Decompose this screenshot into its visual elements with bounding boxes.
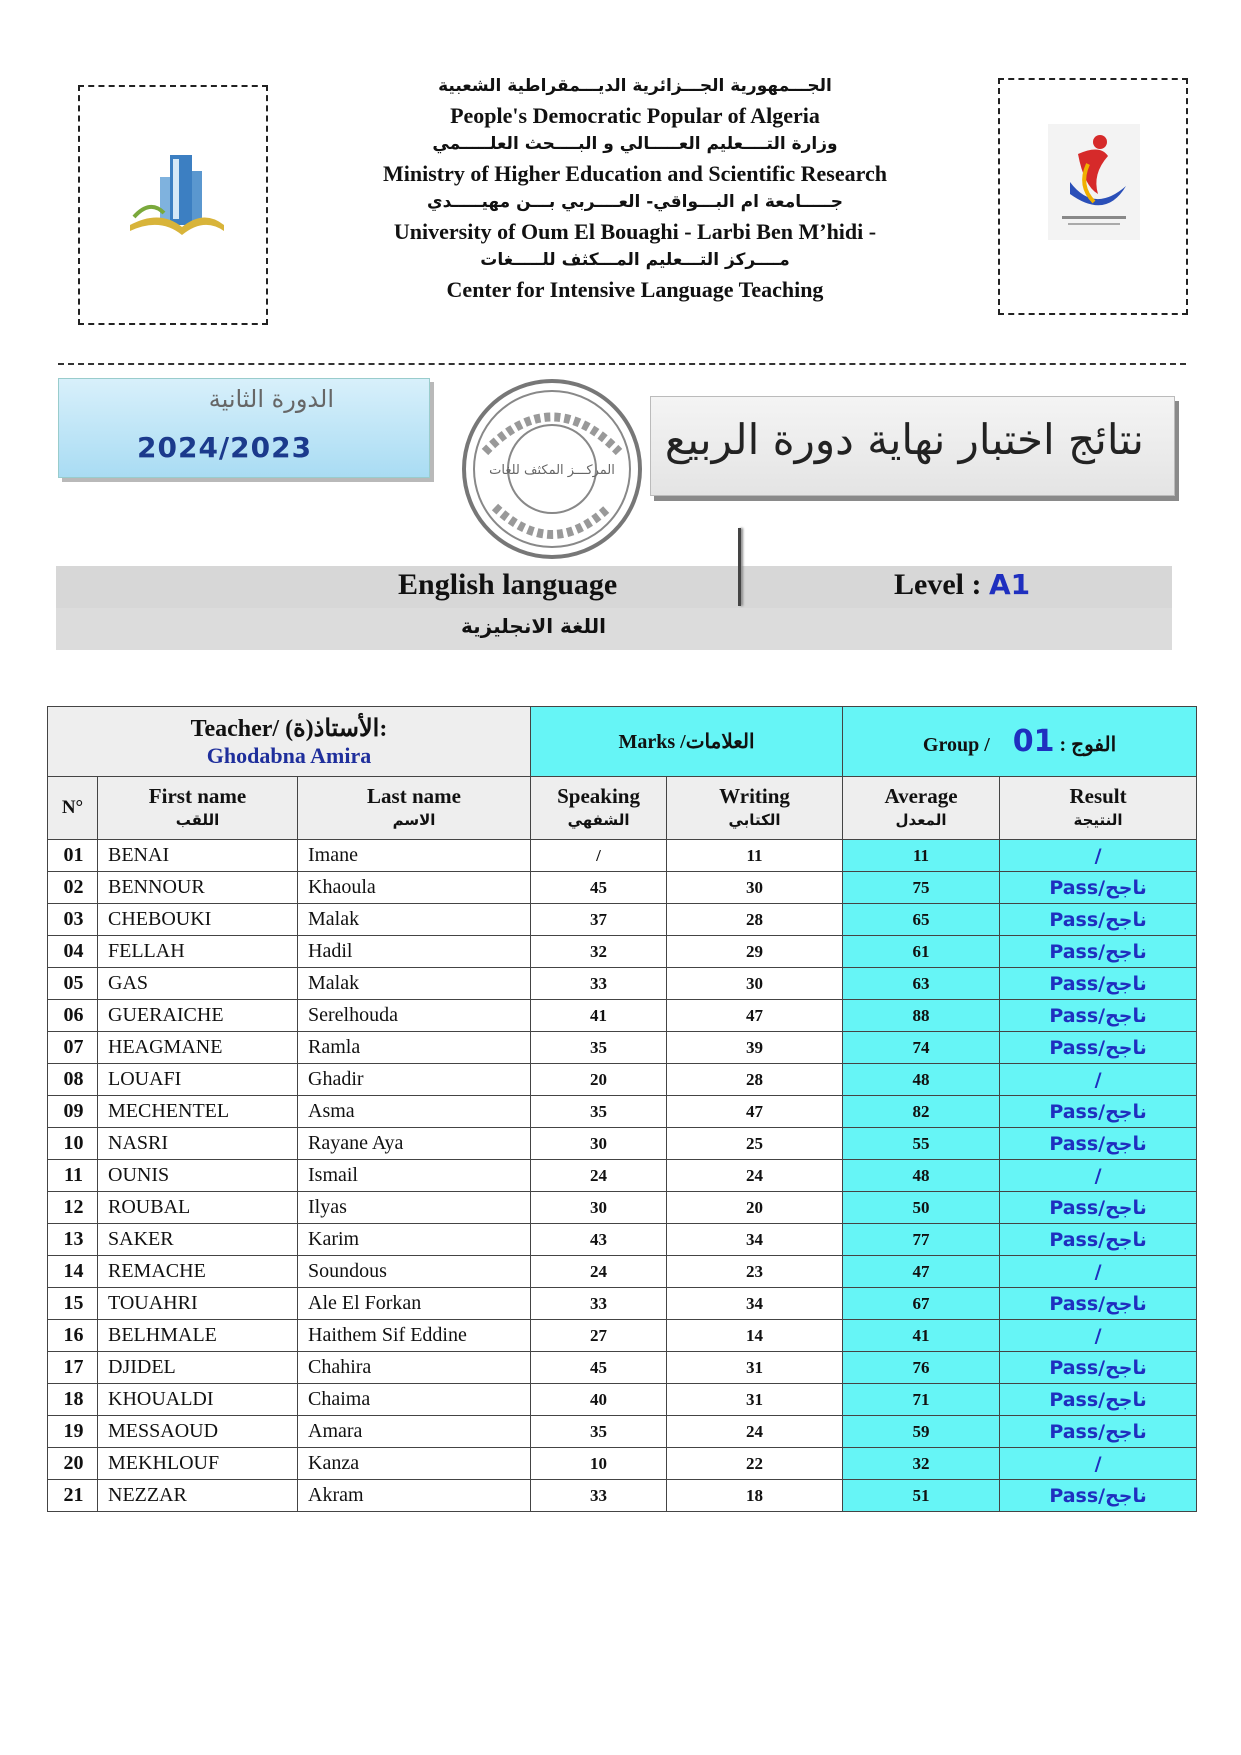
row-last-name: Soundous bbox=[298, 1256, 531, 1288]
header-en-university: University of Oum El Bouaghi - Larbi Ben M’hidi - bbox=[393, 219, 877, 244]
row-result: Pass/ناجح bbox=[1000, 1000, 1197, 1032]
col-speaking-header bbox=[531, 777, 667, 840]
row-speaking: 10 bbox=[531, 1448, 667, 1480]
row-last-name: Rayane Aya bbox=[298, 1128, 531, 1160]
stamp-text: المركـــز المكثف للغات bbox=[489, 463, 615, 478]
session-box bbox=[58, 378, 430, 478]
row-result: / bbox=[1000, 1256, 1197, 1288]
row-speaking: 24 bbox=[531, 1160, 667, 1192]
row-last-name: Karim bbox=[298, 1224, 531, 1256]
col-speaking-ar: الشفهي bbox=[567, 811, 630, 829]
row-speaking: 45 bbox=[531, 1352, 667, 1384]
row-result: Pass/ناجح bbox=[1000, 936, 1197, 968]
table-row bbox=[48, 1096, 1197, 1128]
row-average: 50 bbox=[843, 1192, 1000, 1224]
table-row bbox=[48, 1288, 1197, 1320]
row-average: 51 bbox=[843, 1480, 1000, 1512]
row-result: Pass/ناجح bbox=[1000, 1480, 1197, 1512]
row-first-name: MESSAOUD bbox=[98, 1416, 298, 1448]
level-value: A1 bbox=[988, 568, 1031, 601]
table-row bbox=[48, 1192, 1197, 1224]
row-speaking: 27 bbox=[531, 1320, 667, 1352]
row-last-name: Haithem Sif Eddine bbox=[298, 1320, 531, 1352]
table-row bbox=[48, 1416, 1197, 1448]
header-ar-ministry: وزارة التــــعليم العـــــالي و البــــحث العلـــــمي bbox=[432, 134, 838, 154]
row-average: 74 bbox=[843, 1032, 1000, 1064]
row-writing: 29 bbox=[667, 936, 843, 968]
table-row bbox=[48, 1160, 1197, 1192]
row-writing: 47 bbox=[667, 1000, 843, 1032]
row-first-name: MEKHLOUF bbox=[98, 1448, 298, 1480]
row-writing: 30 bbox=[667, 872, 843, 904]
row-average: 48 bbox=[843, 1160, 1000, 1192]
col-last-name-ar: الاسم bbox=[392, 811, 436, 829]
row-writing: 23 bbox=[667, 1256, 843, 1288]
row-speaking: 33 bbox=[531, 1288, 667, 1320]
row-writing: 14 bbox=[667, 1320, 843, 1352]
row-last-name: Amara bbox=[298, 1416, 531, 1448]
row-speaking: / bbox=[531, 840, 667, 872]
row-speaking: 37 bbox=[531, 904, 667, 936]
row-number: 05 bbox=[48, 968, 98, 1000]
session-title: الدورة الثانية bbox=[208, 385, 334, 413]
row-number: 01 bbox=[48, 840, 98, 872]
row-first-name: NASRI bbox=[98, 1128, 298, 1160]
row-writing: 28 bbox=[667, 904, 843, 936]
row-first-name: FELLAH bbox=[98, 936, 298, 968]
teacher-label: Teacher/ (الأستاذ(ة: bbox=[190, 716, 388, 742]
header-en-republic: People's Democratic Popular of Algeria bbox=[450, 103, 820, 128]
row-first-name: BENAI bbox=[98, 840, 298, 872]
row-last-name: Hadil bbox=[298, 936, 531, 968]
row-average: 67 bbox=[843, 1288, 1000, 1320]
row-average: 59 bbox=[843, 1416, 1000, 1448]
row-number: 12 bbox=[48, 1192, 98, 1224]
row-average: 82 bbox=[843, 1096, 1000, 1128]
row-average: 41 bbox=[843, 1320, 1000, 1352]
row-result: / bbox=[1000, 1448, 1197, 1480]
row-number: 11 bbox=[48, 1160, 98, 1192]
row-speaking: 43 bbox=[531, 1224, 667, 1256]
row-number: 03 bbox=[48, 904, 98, 936]
row-writing: 31 bbox=[667, 1384, 843, 1416]
col-writing-en: Writing bbox=[719, 784, 790, 808]
teacher-cell bbox=[48, 707, 531, 777]
row-average: 55 bbox=[843, 1128, 1000, 1160]
header-separator bbox=[58, 363, 1186, 365]
row-last-name: Akram bbox=[298, 1480, 531, 1512]
col-writing-header bbox=[667, 777, 843, 840]
col-speaking-en: Speaking bbox=[557, 784, 640, 808]
marks-header bbox=[531, 707, 843, 777]
row-last-name: Malak bbox=[298, 904, 531, 936]
row-last-name: Chahira bbox=[298, 1352, 531, 1384]
row-average: 75 bbox=[843, 872, 1000, 904]
row-average: 65 bbox=[843, 904, 1000, 936]
row-last-name: Malak bbox=[298, 968, 531, 1000]
row-result: Pass/ناجح bbox=[1000, 1416, 1197, 1448]
row-result: Pass/ناجح bbox=[1000, 1096, 1197, 1128]
row-result: Pass/ناجح bbox=[1000, 1384, 1197, 1416]
table-row bbox=[48, 1480, 1197, 1512]
language-name-ar: اللغة الانجليزية bbox=[461, 614, 606, 638]
marks-label: Marks /العلامات bbox=[618, 731, 755, 753]
row-first-name: SAKER bbox=[98, 1224, 298, 1256]
row-average: 61 bbox=[843, 936, 1000, 968]
row-speaking: 41 bbox=[531, 1000, 667, 1032]
col-result-ar: النتيجة bbox=[1073, 811, 1123, 829]
row-average: 88 bbox=[843, 1000, 1000, 1032]
center-logo-icon bbox=[1048, 124, 1140, 240]
table-row bbox=[48, 1352, 1197, 1384]
table-row bbox=[48, 1224, 1197, 1256]
col-result-en: Result bbox=[1069, 784, 1127, 808]
row-first-name: GAS bbox=[98, 968, 298, 1000]
table-row bbox=[48, 872, 1197, 904]
language-name-en: English language bbox=[398, 568, 618, 601]
row-result: Pass/ناجح bbox=[1000, 872, 1197, 904]
level-label-group bbox=[894, 568, 1030, 602]
row-last-name: Serelhouda bbox=[298, 1000, 531, 1032]
language-divider bbox=[738, 528, 741, 606]
col-number-header: N° bbox=[48, 777, 98, 840]
col-first-name-en: First name bbox=[148, 784, 247, 808]
row-result: / bbox=[1000, 840, 1197, 872]
row-writing: 28 bbox=[667, 1064, 843, 1096]
row-last-name: Kanza bbox=[298, 1448, 531, 1480]
table-row bbox=[48, 840, 1197, 872]
table-top-header bbox=[48, 707, 1197, 777]
row-speaking: 45 bbox=[531, 872, 667, 904]
row-first-name: BENNOUR bbox=[98, 872, 298, 904]
row-first-name: MECHENTEL bbox=[98, 1096, 298, 1128]
col-average-en: Average bbox=[884, 784, 958, 808]
row-result: / bbox=[1000, 1320, 1197, 1352]
row-first-name: REMACHE bbox=[98, 1256, 298, 1288]
row-last-name: Imane bbox=[298, 840, 531, 872]
table-row bbox=[48, 1256, 1197, 1288]
table-row bbox=[48, 1000, 1197, 1032]
row-writing: 22 bbox=[667, 1448, 843, 1480]
header-ar-republic: الجـــمهورية الجـــزائرية الديـــمقراطية الشعبية bbox=[438, 76, 832, 96]
row-last-name: Ismail bbox=[298, 1160, 531, 1192]
col-last-name-en: Last name bbox=[367, 784, 461, 808]
row-average: 11 bbox=[843, 840, 1000, 872]
row-result: / bbox=[1000, 1160, 1197, 1192]
row-last-name: Ilyas bbox=[298, 1192, 531, 1224]
table-row bbox=[48, 1128, 1197, 1160]
row-number: 21 bbox=[48, 1480, 98, 1512]
row-writing: 11 bbox=[667, 840, 843, 872]
col-writing-ar: الكتابي bbox=[728, 811, 781, 829]
table-row bbox=[48, 936, 1197, 968]
row-number: 10 bbox=[48, 1128, 98, 1160]
row-number: 04 bbox=[48, 936, 98, 968]
row-writing: 39 bbox=[667, 1032, 843, 1064]
results-body bbox=[48, 840, 1197, 1512]
row-writing: 24 bbox=[667, 1416, 843, 1448]
row-last-name: Ramla bbox=[298, 1032, 531, 1064]
row-number: 08 bbox=[48, 1064, 98, 1096]
row-speaking: 35 bbox=[531, 1416, 667, 1448]
row-result: Pass/ناجح bbox=[1000, 1352, 1197, 1384]
row-first-name: KHOUALDI bbox=[98, 1384, 298, 1416]
session-years: 2024/2023 bbox=[137, 431, 313, 464]
row-speaking: 33 bbox=[531, 1480, 667, 1512]
header-en-ministry: Ministry of Higher Education and Scientific Research bbox=[383, 161, 887, 186]
column-header-row bbox=[48, 777, 1197, 840]
table-row bbox=[48, 904, 1197, 936]
row-first-name: GUERAICHE bbox=[98, 1000, 298, 1032]
row-speaking: 24 bbox=[531, 1256, 667, 1288]
row-number: 19 bbox=[48, 1416, 98, 1448]
row-speaking: 35 bbox=[531, 1096, 667, 1128]
row-first-name: NEZZAR bbox=[98, 1480, 298, 1512]
row-result: Pass/ناجح bbox=[1000, 1192, 1197, 1224]
row-first-name: HEAGMANE bbox=[98, 1032, 298, 1064]
level-label: Level : bbox=[894, 568, 982, 601]
institution-header bbox=[290, 72, 980, 304]
row-last-name: Khaoula bbox=[298, 872, 531, 904]
results-title-box bbox=[650, 396, 1175, 496]
row-writing: 24 bbox=[667, 1160, 843, 1192]
row-last-name: Ghadir bbox=[298, 1064, 531, 1096]
header-ar-center: مــــركز التـــعليم المـــكثف للـــــغات bbox=[480, 250, 790, 270]
row-result: Pass/ناجح bbox=[1000, 904, 1197, 936]
row-speaking: 40 bbox=[531, 1384, 667, 1416]
header-ar-university: جـــــامعة ام البـــواقي- العــــربي بـــن مهيـــــدي bbox=[427, 192, 843, 212]
table-row bbox=[48, 968, 1197, 1000]
row-first-name: LOUAFI bbox=[98, 1064, 298, 1096]
table-row bbox=[48, 1032, 1197, 1064]
row-speaking: 33 bbox=[531, 968, 667, 1000]
language-band bbox=[56, 566, 1172, 650]
row-number: 18 bbox=[48, 1384, 98, 1416]
row-result: Pass/ناجح bbox=[1000, 1288, 1197, 1320]
university-logo-frame bbox=[78, 85, 268, 325]
col-average-header bbox=[843, 777, 1000, 840]
row-first-name: OUNIS bbox=[98, 1160, 298, 1192]
row-writing: 30 bbox=[667, 968, 843, 1000]
row-last-name: Asma bbox=[298, 1096, 531, 1128]
official-stamp-icon bbox=[455, 372, 650, 567]
row-number: 09 bbox=[48, 1096, 98, 1128]
row-first-name: DJIDEL bbox=[98, 1352, 298, 1384]
row-speaking: 32 bbox=[531, 936, 667, 968]
university-logo-icon bbox=[120, 147, 230, 247]
row-number: 13 bbox=[48, 1224, 98, 1256]
row-average: 47 bbox=[843, 1256, 1000, 1288]
row-number: 16 bbox=[48, 1320, 98, 1352]
row-result: Pass/ناجح bbox=[1000, 1224, 1197, 1256]
row-number: 06 bbox=[48, 1000, 98, 1032]
row-number: 15 bbox=[48, 1288, 98, 1320]
teacher-name: Ghodabna Amira bbox=[206, 743, 372, 768]
row-number: 14 bbox=[48, 1256, 98, 1288]
row-last-name: Chaima bbox=[298, 1384, 531, 1416]
header-en-center: Center for Intensive Language Teaching bbox=[446, 277, 824, 302]
row-first-name: BELHMALE bbox=[98, 1320, 298, 1352]
row-writing: 34 bbox=[667, 1288, 843, 1320]
row-writing: 20 bbox=[667, 1192, 843, 1224]
row-average: 71 bbox=[843, 1384, 1000, 1416]
row-average: 76 bbox=[843, 1352, 1000, 1384]
results-table bbox=[47, 706, 1197, 1512]
row-writing: 34 bbox=[667, 1224, 843, 1256]
row-number: 17 bbox=[48, 1352, 98, 1384]
row-first-name: CHEBOUKI bbox=[98, 904, 298, 936]
row-average: 48 bbox=[843, 1064, 1000, 1096]
row-average: 77 bbox=[843, 1224, 1000, 1256]
row-speaking: 35 bbox=[531, 1032, 667, 1064]
row-first-name: TOUAHRI bbox=[98, 1288, 298, 1320]
row-writing: 31 bbox=[667, 1352, 843, 1384]
group-header bbox=[843, 707, 1197, 777]
row-result: Pass/ناجح bbox=[1000, 1032, 1197, 1064]
table-row bbox=[48, 1064, 1197, 1096]
row-speaking: 30 bbox=[531, 1192, 667, 1224]
table-row bbox=[48, 1384, 1197, 1416]
row-first-name: ROUBAL bbox=[98, 1192, 298, 1224]
center-logo-frame bbox=[998, 78, 1188, 315]
col-first-name-header bbox=[98, 777, 298, 840]
row-writing: 25 bbox=[667, 1128, 843, 1160]
col-average-ar: المعدل bbox=[895, 811, 947, 829]
group-label: Group / الفوج : bbox=[922, 734, 1117, 756]
row-writing: 18 bbox=[667, 1480, 843, 1512]
col-result-header bbox=[1000, 777, 1197, 840]
row-speaking: 20 bbox=[531, 1064, 667, 1096]
table-row bbox=[48, 1320, 1197, 1352]
row-result: / bbox=[1000, 1064, 1197, 1096]
results-title: نتائج اختبار نهاية دورة الربيع bbox=[664, 415, 1144, 464]
row-average: 63 bbox=[843, 968, 1000, 1000]
row-last-name: Ale El Forkan bbox=[298, 1288, 531, 1320]
row-result: Pass/ناجح bbox=[1000, 1128, 1197, 1160]
col-last-name-header bbox=[298, 777, 531, 840]
row-average: 32 bbox=[843, 1448, 1000, 1480]
row-number: 07 bbox=[48, 1032, 98, 1064]
table-row bbox=[48, 1448, 1197, 1480]
row-speaking: 30 bbox=[531, 1128, 667, 1160]
col-first-name-ar: اللقب bbox=[175, 811, 220, 829]
row-number: 02 bbox=[48, 872, 98, 904]
row-writing: 47 bbox=[667, 1096, 843, 1128]
row-result: Pass/ناجح bbox=[1000, 968, 1197, 1000]
row-number: 20 bbox=[48, 1448, 98, 1480]
group-number: 01 bbox=[1012, 724, 1055, 759]
